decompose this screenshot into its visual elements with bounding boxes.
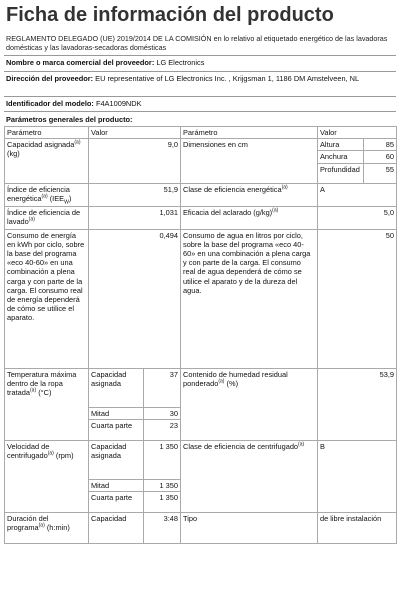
table-row: [5, 206, 397, 229]
table-row: [5, 139, 397, 151]
supplier-name-label: Nombre o marca comercial del proveedor:: [6, 58, 155, 67]
temp-sub-rated: Capacidad asignada: [89, 368, 144, 407]
spin-class-label-cell: [181, 440, 318, 512]
wash-value: 1,031: [89, 206, 181, 229]
capacity-unit: (kg): [7, 149, 20, 159]
rinse-sup: (a): [272, 207, 279, 214]
rinse-label-cell: [181, 206, 318, 229]
type-value: de libre instalación: [318, 513, 397, 544]
spin-sub-half: Mitad: [89, 479, 144, 491]
temp-unit: (°C): [38, 388, 52, 398]
model-row: [4, 96, 396, 112]
eei-unit-sub: W: [64, 199, 69, 206]
table-header-row: [5, 127, 397, 139]
moisture-label-cell: [181, 368, 318, 440]
eei-unit-end: ): [68, 193, 72, 203]
wash-label-cell: [5, 206, 89, 229]
header-value: Valor: [89, 127, 181, 139]
table-row: [5, 440, 397, 479]
supplier-address-label: Dirección del proveedor:: [6, 73, 94, 83]
spin-unit: (rpm): [55, 451, 74, 461]
energy-class-label-cell: [181, 183, 318, 206]
header-param: Parámetro: [5, 127, 89, 139]
duration-label-cell: [5, 513, 89, 544]
dim-width-value: 60: [364, 151, 397, 163]
temp-label-cell: [5, 368, 89, 440]
supplier-name-row: [4, 55, 396, 71]
dim-height-label: Altura: [318, 139, 364, 151]
temp-sub-quarter: Cuarta parte: [89, 419, 144, 440]
spin-class-value: B: [318, 440, 397, 512]
table-row: [5, 368, 397, 407]
spin-class-sup: (a): [298, 441, 305, 448]
supplier-address-row: [4, 71, 396, 96]
type-label: Tipo: [181, 513, 318, 544]
spin-sub-quarter: Cuarta parte: [89, 492, 144, 513]
energy-class-sup: (a): [281, 184, 288, 191]
moisture-unit: (%): [226, 378, 239, 388]
water-consumption-value: 50: [318, 229, 397, 368]
energy-class-value: A: [318, 183, 397, 206]
water-consumption-label: Consumo de agua en litros por ciclo, sobre la base del programa «eco 40-60» en una combinación a plena carga y con parte de la carga. El consumo real de agua dependerá de cómo se utilice el aparato y de la dureza del agua.: [181, 229, 318, 368]
table-row: [5, 513, 397, 544]
capacity-value: 9,0: [89, 139, 181, 183]
spin-half-value: 1 350: [144, 479, 181, 491]
table-row: [5, 183, 397, 206]
dim-depth-label: Profundidad: [318, 163, 364, 183]
spin-label: Velocidad de centrifugado: [7, 441, 50, 461]
capacity-label: Capacidad asignada: [7, 140, 75, 150]
temp-label: Temperatura máxima dentro de la ropa tratada: [7, 369, 77, 398]
model-label: Identificador del modelo:: [6, 98, 94, 108]
duration-sup: (a): [38, 522, 45, 529]
duration-label: Duración del programa: [7, 514, 49, 533]
eei-value: 51,9: [89, 183, 181, 206]
general-params-title: Parámetros generales del producto:: [4, 111, 396, 126]
spin-sup: (a): [47, 450, 54, 457]
temp-sub-half: Mitad: [89, 407, 144, 419]
duration-unit: (h:min): [46, 523, 70, 533]
spin-sub-rated: Capacidad asignada: [89, 440, 144, 479]
duration-sub-rated: Capacidad: [89, 513, 144, 544]
temp-quarter-value: 23: [144, 419, 181, 440]
page-title: Ficha de información del producto: [6, 4, 334, 26]
header-param2: Parámetro: [181, 127, 318, 139]
dim-width-label: Anchura: [318, 151, 364, 163]
capacity-sup: (a): [74, 139, 81, 146]
rinse-label: Eficacia del aclarado (g/kg): [183, 207, 273, 217]
dimensions-label: Dimensiones en cm: [181, 139, 318, 183]
eei-unit: (IEE: [49, 193, 65, 203]
wash-sup: (a): [28, 216, 35, 223]
model-value: F4A1009NDK: [95, 98, 142, 108]
regulation-text: REGLAMENTO DELEGADO (UE) 2019/2014 DE LA COMISIÓN en lo relativo al etiquetado energético de las lavadoras domésticas y las lavadoras-secadoras domésticas: [6, 34, 388, 52]
params-table: [4, 126, 397, 544]
energy-consumption-value: 0,494: [89, 229, 181, 368]
header-value2: Valor: [318, 127, 397, 139]
product-sheet: [4, 0, 396, 544]
supplier-name-value: LG Electronics: [156, 58, 205, 67]
duration-rated-value: 3:48: [144, 513, 181, 544]
eei-label-cell: [5, 183, 89, 206]
spin-class-label: Clase de eficiencia de centrifugado: [183, 441, 299, 451]
dim-depth-value: 55: [364, 163, 397, 183]
energy-consumption-label: Consumo de energía en kWh por ciclo, sobre la base del programa «eco 40-60» en una combinación a plena carga y con parte de la carga. El consumo real de energía dependerá de cómo se utilice el aparato.: [5, 229, 89, 368]
energy-class-label: Clase de eficiencia energética: [183, 184, 282, 194]
eei-sup: (a): [41, 193, 48, 200]
wash-label: Índice de eficiencia de lavado: [7, 207, 81, 226]
temp-half-value: 30: [144, 407, 181, 419]
rinse-value: 5,0: [318, 206, 397, 229]
moisture-label: Contenido de humedad residual ponderado: [183, 369, 288, 388]
table-row: [5, 229, 397, 368]
dim-height-value: 85: [364, 139, 397, 151]
temp-rated-value: 37: [144, 368, 181, 407]
spin-rated-value: 1 350: [144, 440, 181, 479]
supplier-address-value: EU representative of LG Electronics Inc. , Krijgsman 1, 1186 DM Amstelveen, NL: [95, 73, 360, 83]
spin-quarter-value: 1 350: [144, 492, 181, 513]
moisture-sup: (a): [218, 378, 225, 385]
moisture-value: 53,9: [318, 368, 397, 440]
temp-sup: (a): [30, 387, 37, 394]
spin-label-cell: [5, 440, 89, 512]
capacity-label-cell: [5, 139, 89, 183]
eei-label: Índice de eficiencia energética: [7, 184, 70, 203]
